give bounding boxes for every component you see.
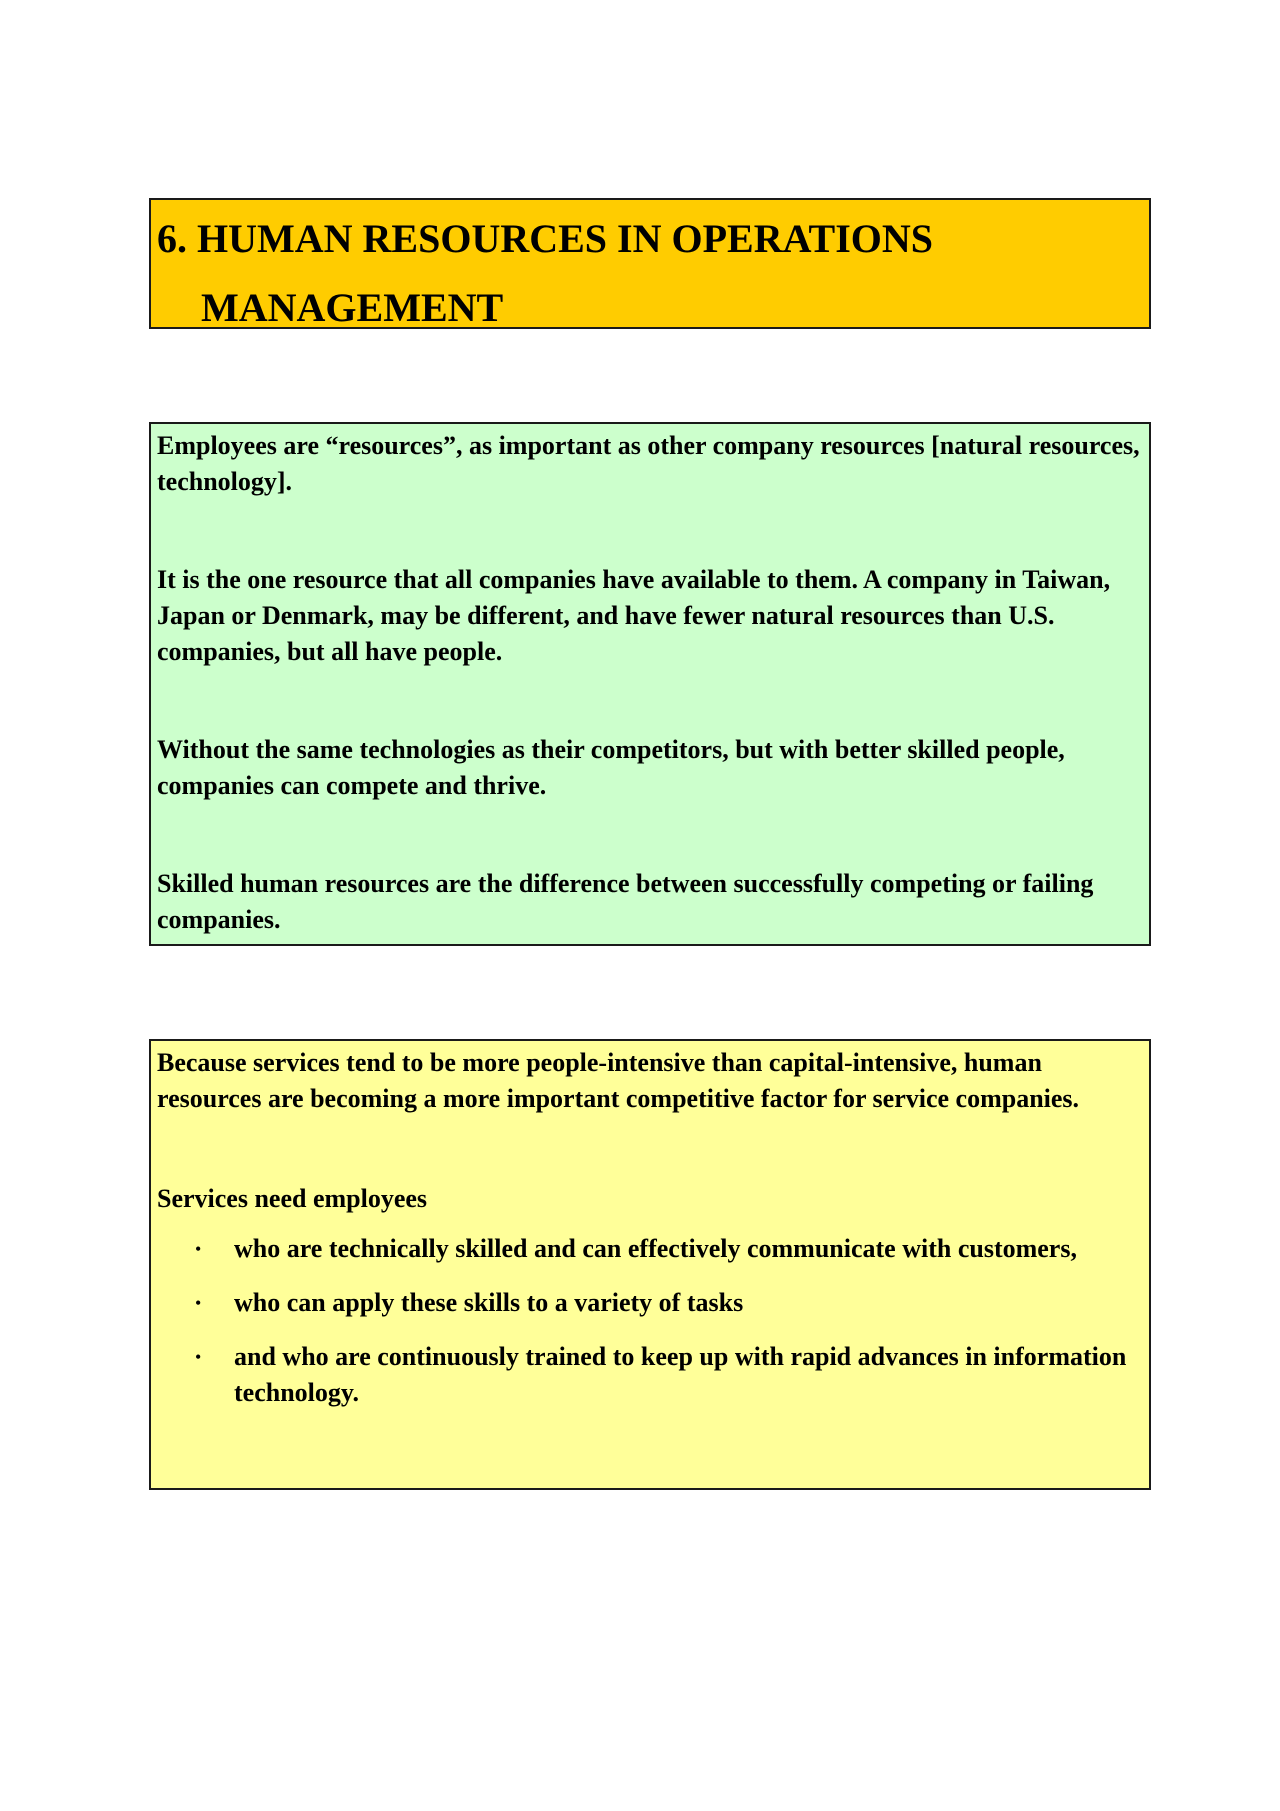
paragraph-employees-resources: Employees are “resources”, as important as other company resources [natural resources, technology].	[157, 431, 1140, 496]
list-item-text: and who are continuously trained to keep up with rapid advances in information technology.	[234, 1342, 1127, 1407]
paragraph-services-intro: Because services tend to be more people-intensive than capital-intensive, human resources are becoming a more important competitive factor for service companies.	[157, 1048, 1080, 1113]
paragraph-compete-and-thrive: Without the same technologies as their competitors, but with better skilled people, companies can compete and thrive.	[157, 735, 1065, 800]
paragraph-one-resource: It is the one resource that all companies have available to them. A company in Taiwan, Japan or Denmark, may be different, and have fewer natural resources than U.S. companies, but all have people.	[157, 565, 1111, 666]
paragraph-services-lead: Services need employees	[157, 1184, 428, 1213]
paragraph-skilled-difference: Skilled human resources are the difference between successfully competing or failing companies.	[157, 869, 1094, 934]
list-item	[157, 1339, 1143, 1411]
employees-resources-box	[149, 422, 1151, 946]
list-item-text: who can apply these skills to a variety of tasks	[234, 1288, 744, 1317]
services-box	[149, 1039, 1151, 1490]
list-item	[157, 1231, 1143, 1267]
page-title-line-1: 6. HUMAN RESOURCES IN OPERATIONS	[157, 216, 934, 261]
list-item-text: who are technically skilled and can effectively communicate with customers,	[234, 1234, 1077, 1263]
page-title-line-2: MANAGEMENT	[201, 285, 504, 330]
services-bullet-list	[157, 1231, 1143, 1411]
bullet-icon: •	[195, 1239, 202, 1259]
bullet-icon: •	[195, 1293, 202, 1313]
bullet-icon: •	[195, 1347, 202, 1367]
title-box	[149, 198, 1151, 329]
list-item	[157, 1285, 1143, 1321]
